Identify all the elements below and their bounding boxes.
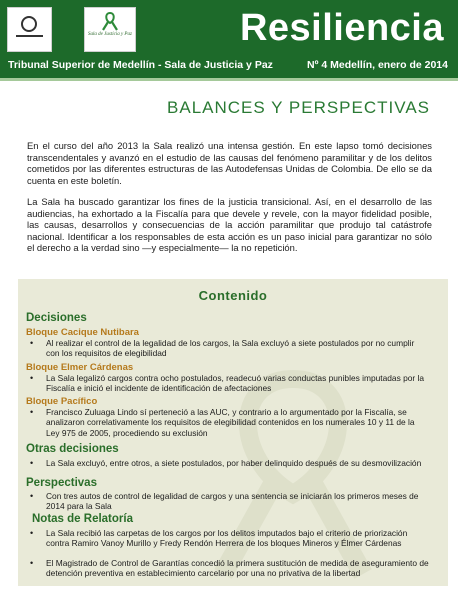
list-item: • La Sala recibió las carpetas de los cargos por los delitos imputados bajo el criterio de priorización contra Ramiro Vanoy Murillo y Fredy Rendón Herrera de los bloques Mineros y Élmer Cárdenas: [30, 528, 408, 549]
block-name-cacique-nutibara: Bloque Cacique Nutibara: [26, 327, 139, 338]
ribbon-icon: [99, 11, 121, 31]
heading-otras-decisiones: Otras decisiones: [26, 443, 119, 455]
intro-paragraph-1: En el curso del año 2013 la Sala realizó una intensa gestión. En este lapso tomó decisiones transcendentales y avanzó en el estudio de las causas del fenómeno paramilitar y de los delitos cometidos por las diferentes estructuras de las Autodefensas Unidas de Colombia. De ello se da cuenta en este boletín.: [27, 140, 432, 186]
list-item: • Con tres autos de control de legalidad de cargos y una sentencia se iniciarán los primeros meses de 2014 para la Sala: [30, 491, 419, 512]
contents-box: [18, 279, 448, 586]
sala-justicia-paz-logo: [84, 7, 136, 52]
bullet-icon: •: [30, 373, 34, 383]
scales-emblem-icon: [21, 16, 37, 32]
bullet-icon: •: [30, 407, 34, 417]
logo-caption: Sala de Justicia y Paz: [88, 32, 132, 37]
block-name-pacifico: Bloque Pacífico: [26, 396, 98, 407]
court-name: Tribunal Superior de Medellín - Sala de Justicia y Paz: [8, 59, 273, 71]
list-item: • El Magistrado de Control de Garantías concedió la primera sustitución de medida de aseguramiento de detención preventiva en establecimiento carcelario por una no privativa de la libertad: [30, 558, 429, 579]
list-item: • Al realizar el control de la legalidad de los cargos, la Sala excluyó a siete postulados por no cumplir con los requisitos de elegibilidad: [30, 338, 415, 359]
intro-paragraph-2: La Sala ha buscado garantizar los fines de la justicia transicional. Así, en el desarrollo de las audiencias, ha exhortado a la Fiscalía para que devele y revele, con la mayor fidelidad posible, las causas, desarrollos y consecuencias de la acción paramilitar que produjo tal catástrofe nacional. Identificar a los responsables de esta acción es un paso inicial para garantizar no sólo el derecho a la verdad sino —y especialmente— la no repetición.: [27, 196, 432, 254]
section-title: BALANCES Y PERSPECTIVAS: [167, 98, 430, 117]
heading-decisiones: Decisiones: [26, 312, 87, 324]
block-name-elmer-cardenas: Bloque Elmer Cárdenas: [26, 362, 134, 373]
bullet-icon: •: [30, 458, 34, 468]
tribunal-logo: [7, 7, 52, 52]
list-item: • La Sala excluyó, entre otros, a siete postulados, por haber delinquido después de su desmovilización: [30, 458, 422, 468]
heading-notas-relatoria: Notas de Relatoría: [32, 513, 133, 525]
bulletin-title: Resiliencia: [239, 7, 444, 49]
masthead-banner: [0, 0, 458, 78]
heading-perspectivas: Perspectivas: [26, 477, 97, 489]
header-divider: [0, 78, 458, 81]
bullet-icon: •: [30, 338, 34, 348]
bullet-icon: •: [30, 491, 34, 501]
issue-number-date: Nº 4 Medellín, enero de 2014: [307, 59, 448, 71]
list-item: • Francisco Zuluaga Lindo sí perteneció a las AUC, y contrario a lo argumentado por la Fiscalía, se analizaron correlativamente los requisitos de elegibilidad contenidos en los numerales 10 y 11 de la Ley 975 de 2005, procediendo su exclusión: [30, 407, 415, 438]
bullet-icon: •: [30, 558, 34, 568]
contents-title: Contenido: [198, 288, 268, 303]
list-item: • La Sala legalizó cargos contra ocho postulados, readecuó varias conductas punibles imputadas por la Fiscalía e inició el incidente de identificación de afectaciones: [30, 373, 425, 394]
masthead-subtitle-bar: [0, 54, 458, 76]
bullet-icon: •: [30, 528, 34, 538]
